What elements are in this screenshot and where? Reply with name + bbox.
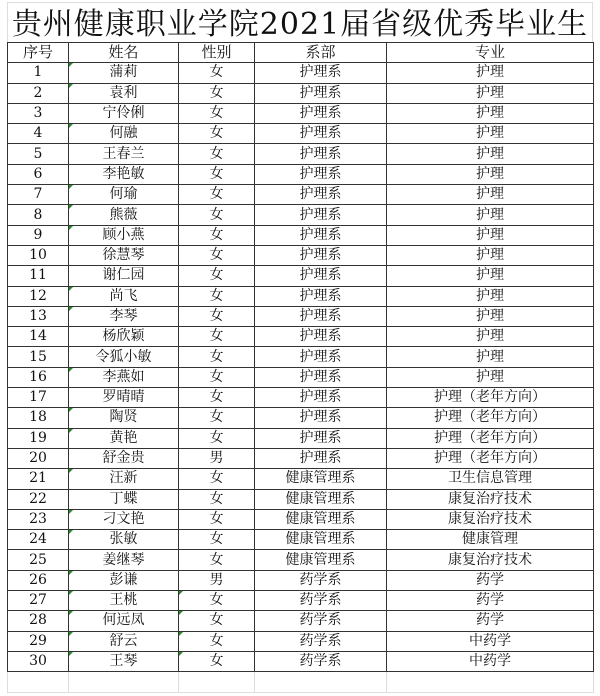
empty-cell[interactable] — [69, 672, 179, 692]
cell-major[interactable]: 护理 — [387, 367, 594, 387]
cell-department[interactable]: 护理系 — [255, 347, 387, 367]
table-row — [8, 286, 594, 306]
cell-name[interactable]: 谢仁园 — [69, 266, 179, 286]
table-row — [8, 205, 594, 225]
table-row — [8, 489, 594, 509]
cell-department[interactable]: 护理系 — [255, 367, 387, 387]
cell-index[interactable]: 25 — [8, 550, 69, 570]
cell-gender[interactable]: 女 — [179, 591, 255, 611]
cell-major[interactable]: 护理（老年方向） — [387, 408, 594, 428]
cell-name[interactable]: 丁蝶 — [69, 489, 179, 509]
cell-gender[interactable]: 女 — [179, 83, 255, 103]
cell-major[interactable]: 护理 — [387, 185, 594, 205]
cell-gender[interactable]: 女 — [179, 144, 255, 164]
cell-gender[interactable]: 女 — [179, 347, 255, 367]
cell-department[interactable]: 护理系 — [255, 124, 387, 144]
cell-major[interactable]: 药学 — [387, 591, 594, 611]
cell-name[interactable]: 令狐小敏 — [69, 347, 179, 367]
table-row — [8, 388, 594, 408]
cell-major[interactable]: 康复治疗技术 — [387, 550, 594, 570]
cell-gender[interactable]: 女 — [179, 509, 255, 529]
cell-name[interactable]: 徐慧琴 — [69, 245, 179, 265]
cell-gender[interactable]: 女 — [179, 63, 255, 83]
cell-department[interactable]: 药学系 — [255, 570, 387, 590]
cell-index[interactable]: 14 — [8, 327, 69, 347]
table-row — [8, 651, 594, 671]
cell-name[interactable]: 舒云 — [69, 631, 179, 651]
cell-index[interactable]: 17 — [8, 388, 69, 408]
cell-name[interactable]: 尚飞 — [69, 286, 179, 306]
cell-gender[interactable]: 女 — [179, 286, 255, 306]
cell-index[interactable]: 11 — [8, 266, 69, 286]
header-gender: 性别 — [179, 43, 255, 63]
header-index: 序号 — [8, 43, 69, 63]
table-row — [8, 245, 594, 265]
cell-department[interactable]: 护理系 — [255, 225, 387, 245]
cell-department[interactable]: 健康管理系 — [255, 489, 387, 509]
empty-row — [8, 672, 594, 692]
page-title: 贵州健康职业学院2021届省级优秀毕业生 — [7, 2, 593, 42]
cell-major[interactable]: 药学 — [387, 611, 594, 631]
cell-department[interactable]: 护理系 — [255, 428, 387, 448]
cell-department[interactable]: 护理系 — [255, 63, 387, 83]
cell-major[interactable]: 护理 — [387, 144, 594, 164]
table-row — [8, 185, 594, 205]
empty-cell[interactable] — [387, 672, 594, 692]
cell-index[interactable]: 8 — [8, 205, 69, 225]
cell-department[interactable]: 药学系 — [255, 611, 387, 631]
cell-name[interactable]: 王春兰 — [69, 144, 179, 164]
cell-name[interactable]: 熊薇 — [69, 205, 179, 225]
cell-major[interactable]: 药学 — [387, 570, 594, 590]
cell-gender[interactable]: 女 — [179, 469, 255, 489]
cell-index[interactable]: 10 — [8, 245, 69, 265]
table-row — [8, 63, 594, 83]
cell-department[interactable]: 护理系 — [255, 185, 387, 205]
cell-gender[interactable]: 男 — [179, 448, 255, 468]
table-row — [8, 103, 594, 123]
cell-gender[interactable]: 女 — [179, 327, 255, 347]
empty-cell[interactable] — [255, 672, 387, 692]
cell-name[interactable]: 汪新 — [69, 469, 179, 489]
cell-index[interactable]: 30 — [8, 651, 69, 671]
cell-gender[interactable]: 女 — [179, 205, 255, 225]
cell-gender[interactable]: 女 — [179, 428, 255, 448]
table-row — [8, 448, 594, 468]
cell-major[interactable]: 护理（老年方向） — [387, 388, 594, 408]
cell-major[interactable]: 护理 — [387, 286, 594, 306]
cell-gender[interactable]: 女 — [179, 631, 255, 651]
cell-department[interactable]: 健康管理系 — [255, 530, 387, 550]
table-header-row — [8, 43, 594, 63]
cell-index[interactable]: 22 — [8, 489, 69, 509]
cell-gender[interactable]: 女 — [179, 388, 255, 408]
cell-name[interactable]: 陶贤 — [69, 408, 179, 428]
cell-department[interactable]: 护理系 — [255, 245, 387, 265]
table-row — [8, 631, 594, 651]
cell-index[interactable]: 15 — [8, 347, 69, 367]
cell-index[interactable]: 6 — [8, 164, 69, 184]
cell-gender[interactable]: 女 — [179, 245, 255, 265]
cell-name[interactable]: 张敏 — [69, 530, 179, 550]
cell-name[interactable]: 姜继琴 — [69, 550, 179, 570]
header-name: 姓名 — [69, 43, 179, 63]
cell-department[interactable]: 护理系 — [255, 103, 387, 123]
cell-name[interactable]: 李艳敏 — [69, 164, 179, 184]
cell-name[interactable]: 李琴 — [69, 306, 179, 326]
table-row — [8, 83, 594, 103]
cell-name[interactable]: 袁利 — [69, 83, 179, 103]
cell-major[interactable]: 卫生信息管理 — [387, 469, 594, 489]
cell-index[interactable]: 7 — [8, 185, 69, 205]
cell-index[interactable]: 26 — [8, 570, 69, 590]
cell-index[interactable]: 3 — [8, 103, 69, 123]
cell-major[interactable]: 护理 — [387, 225, 594, 245]
table-row — [8, 347, 594, 367]
cell-name[interactable]: 顾小燕 — [69, 225, 179, 245]
cell-index[interactable]: 27 — [8, 591, 69, 611]
cell-major[interactable]: 康复治疗技术 — [387, 509, 594, 529]
cell-gender[interactable]: 女 — [179, 225, 255, 245]
cell-index[interactable]: 20 — [8, 448, 69, 468]
cell-major[interactable]: 护理（老年方向） — [387, 448, 594, 468]
cell-department[interactable]: 健康管理系 — [255, 550, 387, 570]
cell-index[interactable]: 5 — [8, 144, 69, 164]
cell-department[interactable]: 护理系 — [255, 266, 387, 286]
cell-name[interactable]: 杨欣颖 — [69, 327, 179, 347]
cell-index[interactable]: 9 — [8, 225, 69, 245]
cell-name[interactable]: 王桃 — [69, 591, 179, 611]
cell-name[interactable]: 王琴 — [69, 651, 179, 671]
cell-index[interactable]: 23 — [8, 509, 69, 529]
cell-department[interactable]: 护理系 — [255, 388, 387, 408]
cell-department[interactable]: 护理系 — [255, 306, 387, 326]
cell-index[interactable]: 16 — [8, 367, 69, 387]
cell-name[interactable]: 彭谦 — [69, 570, 179, 590]
table-row — [8, 530, 594, 550]
cell-name[interactable]: 刁文艳 — [69, 509, 179, 529]
cell-department[interactable]: 护理系 — [255, 327, 387, 347]
table-row — [8, 469, 594, 489]
header-major: 专业 — [387, 43, 594, 63]
empty-cell[interactable] — [179, 672, 255, 692]
cell-major[interactable]: 中药学 — [387, 651, 594, 671]
cell-index[interactable]: 24 — [8, 530, 69, 550]
cell-gender[interactable]: 女 — [179, 185, 255, 205]
table-row — [8, 428, 594, 448]
table-row — [8, 124, 594, 144]
cell-major[interactable]: 护理（老年方向） — [387, 428, 594, 448]
cell-name[interactable]: 黄艳 — [69, 428, 179, 448]
cell-major[interactable]: 护理 — [387, 63, 594, 83]
cell-major[interactable]: 护理 — [387, 306, 594, 326]
table-row — [8, 144, 594, 164]
table-row — [8, 509, 594, 529]
cell-department[interactable]: 护理系 — [255, 408, 387, 428]
cell-index[interactable]: 21 — [8, 469, 69, 489]
table-row — [8, 327, 594, 347]
table-row — [8, 408, 594, 428]
cell-major[interactable]: 护理 — [387, 205, 594, 225]
cell-gender[interactable]: 女 — [179, 408, 255, 428]
cell-name[interactable]: 李燕如 — [69, 367, 179, 387]
cell-name[interactable]: 何融 — [69, 124, 179, 144]
table-row — [8, 611, 594, 631]
cell-major[interactable]: 护理 — [387, 103, 594, 123]
cell-gender[interactable]: 女 — [179, 550, 255, 570]
cell-gender[interactable]: 男 — [179, 570, 255, 590]
cell-index[interactable]: 28 — [8, 611, 69, 631]
cell-major[interactable]: 护理 — [387, 83, 594, 103]
cell-gender[interactable]: 女 — [179, 124, 255, 144]
cell-name[interactable]: 何瑜 — [69, 185, 179, 205]
cell-department[interactable]: 护理系 — [255, 83, 387, 103]
cell-department[interactable]: 药学系 — [255, 631, 387, 651]
cell-gender[interactable]: 女 — [179, 367, 255, 387]
cell-major[interactable]: 护理 — [387, 245, 594, 265]
cell-major[interactable]: 护理 — [387, 347, 594, 367]
cell-name[interactable]: 罗晴晴 — [69, 388, 179, 408]
cell-gender[interactable]: 女 — [179, 266, 255, 286]
cell-gender[interactable]: 女 — [179, 164, 255, 184]
cell-department[interactable]: 药学系 — [255, 591, 387, 611]
header-department: 系部 — [255, 43, 387, 63]
table-row — [8, 550, 594, 570]
cell-department[interactable]: 护理系 — [255, 205, 387, 225]
cell-department[interactable]: 健康管理系 — [255, 509, 387, 529]
table-row — [8, 367, 594, 387]
cell-department[interactable]: 药学系 — [255, 651, 387, 671]
cell-gender[interactable]: 女 — [179, 489, 255, 509]
graduates-table — [7, 42, 594, 693]
cell-department[interactable]: 健康管理系 — [255, 469, 387, 489]
table-row — [8, 225, 594, 245]
cell-major[interactable]: 中药学 — [387, 631, 594, 651]
cell-gender[interactable]: 女 — [179, 651, 255, 671]
cell-major[interactable]: 健康管理 — [387, 530, 594, 550]
cell-index[interactable]: 29 — [8, 631, 69, 651]
table-row — [8, 570, 594, 590]
cell-index[interactable]: 13 — [8, 306, 69, 326]
cell-gender[interactable]: 女 — [179, 306, 255, 326]
cell-department[interactable]: 护理系 — [255, 164, 387, 184]
cell-index[interactable]: 2 — [8, 83, 69, 103]
cell-major[interactable]: 护理 — [387, 327, 594, 347]
cell-index[interactable]: 1 — [8, 63, 69, 83]
cell-department[interactable]: 护理系 — [255, 286, 387, 306]
cell-index[interactable]: 19 — [8, 428, 69, 448]
cell-index[interactable]: 4 — [8, 124, 69, 144]
cell-gender[interactable]: 女 — [179, 103, 255, 123]
cell-major[interactable]: 护理 — [387, 124, 594, 144]
cell-department[interactable]: 护理系 — [255, 144, 387, 164]
table-row — [8, 164, 594, 184]
empty-cell[interactable] — [8, 672, 69, 692]
table-row — [8, 306, 594, 326]
cell-index[interactable]: 12 — [8, 286, 69, 306]
cell-major[interactable]: 护理 — [387, 164, 594, 184]
cell-major[interactable]: 康复治疗技术 — [387, 489, 594, 509]
cell-name[interactable]: 宁伶俐 — [69, 103, 179, 123]
table-row — [8, 591, 594, 611]
cell-gender[interactable]: 女 — [179, 611, 255, 631]
cell-major[interactable]: 护理 — [387, 266, 594, 286]
cell-gender[interactable]: 女 — [179, 530, 255, 550]
cell-name[interactable]: 舒金贵 — [69, 448, 179, 468]
cell-department[interactable]: 护理系 — [255, 448, 387, 468]
cell-index[interactable]: 18 — [8, 408, 69, 428]
cell-name[interactable]: 何远凤 — [69, 611, 179, 631]
table-row — [8, 266, 594, 286]
cell-name[interactable]: 蒲莉 — [69, 63, 179, 83]
